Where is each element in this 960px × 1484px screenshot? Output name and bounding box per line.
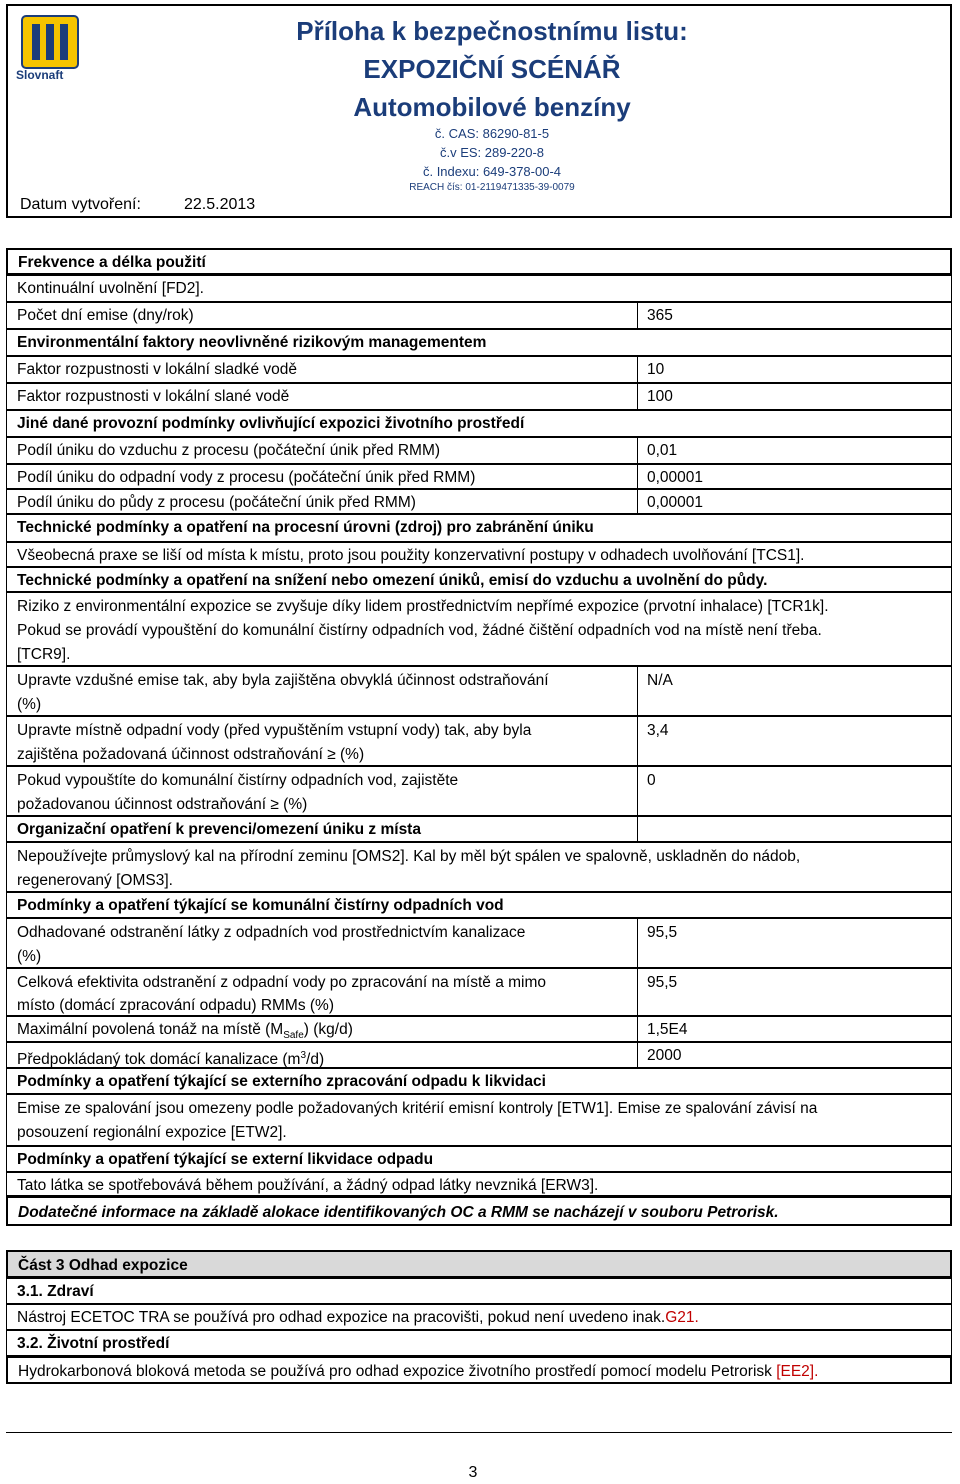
index-number: č. Indexu: 649-378-00-4 — [422, 164, 562, 179]
row-salt-water: Faktor rozpustnosti v lokální slané vodě 100 — [6, 383, 952, 410]
logo-text: Slovnaft — [16, 68, 64, 82]
row-general-practice: Všeobecná praxe se liší od místa k místu, proto jsou použity konzervativní postupy v odhadech uvolňování [TCS1]. — [6, 542, 952, 567]
document-header — [6, 4, 952, 218]
date-label: Datum vytvoření: — [20, 196, 141, 213]
row-soil-release: Podíl úniku do půdy z procesu (počáteční únik před RMM) 0,00001 — [6, 489, 952, 514]
page-number: 3 — [468, 1464, 478, 1481]
section-3-2-text: Hydrokarbonová bloková metoda se používá pro odhad expozice životního prostředí pomocí modelu Petrorisk [EE2]. — [6, 1356, 952, 1384]
section-3-heading: Část 3 Odhad expozice — [6, 1250, 952, 1278]
row-release: Kontinuální uvolnění [FD2]. — [6, 275, 952, 302]
section-3-2-heading: 3.2. Životní prostředí — [6, 1330, 952, 1356]
row-frequency-heading: Frekvence a délka použití — [6, 248, 952, 275]
row-external-disposal-heading: Podmínky a opatření týkající se externí likvidace odpadu — [6, 1146, 952, 1172]
row-wastewater-release: Podíl úniku do odpadní vody z procesu (počáteční únik před RMM) 0,00001 — [6, 464, 952, 489]
section-3-1-text: Nástroj ECETOC TRA se používá pro odhad expozice na pracovišti, pokud není uvedeno inak.G21. — [6, 1304, 952, 1330]
section-3-1-heading: 3.1. Zdraví — [6, 1278, 952, 1304]
row-sewage-flow: Předpokládaný tok domácí kanalizace $(m^3/d)$ 2000 — [6, 1042, 952, 1068]
row-technical-reduction-heading: Technické podmínky a opatření na snížení nebo omezení úniků, emisí do vzduchu a uvolnění do půdy. — [6, 567, 952, 592]
row-incineration: Emise ze spalování jsou omezeny podle požadovaných kritérií emisní kontroly [ETW1]. Emise ze spalování závisí na posouzení regionální expozice [ETW2]. — [6, 1094, 952, 1146]
row-fresh-water: Faktor rozpustnosti v lokální sladké vodě 10 — [6, 356, 952, 383]
row-sludge: Nepoužívejte průmyslový kal na přírodní zeminu [OMS2]. Kal by měl být spálen ve spalovně, uskladněn do nádob, regenerovaný [OMS3]. — [6, 842, 952, 892]
row-max-tonnage: Maximální povolená tonáž na místě $(M_{Safe})$ (kg/d) 1,5E4 — [6, 1016, 952, 1042]
row-municipal-efficiency: Pokud vypouštíte do komunální čistírny odpadních vod, zajistěte požadovanou účinnost odstraňování ≥ (%) 0 — [6, 766, 952, 816]
title-line-1: Příloha k bezpečnostnímu listu: — [296, 16, 688, 46]
row-municipal-heading: Podmínky a opatření týkající se komunální čistírny odpadních vod — [6, 892, 952, 918]
row-technical-source-heading: Technické podmínky a opatření na procesní úrovni (zdroj) pro zabránění úniku — [6, 514, 952, 542]
row-external-treatment-heading: Podmínky a opatření týkající se externího zpracování odpadu k likvidaci — [6, 1068, 952, 1094]
row-other-conditions-heading: Jiné dané provozní podmínky ovlivňující expozici životního prostředí — [6, 410, 952, 437]
row-wastewater-efficiency: Upravte místně odpadní vody (před vypuštěním vstupní vody) tak, aby byla zajištěna požadovaná účinnost odstraňování ≥ (%) 3,4 — [6, 716, 952, 766]
title-line-2: EXPOZIČNÍ SCÉNÁŘ — [363, 54, 621, 84]
row-additional-info: Dodatečné informace na základě alokace identifikovaných OC a RMM se nacházejí v souboru Petrorisk. — [6, 1196, 952, 1226]
row-air-release: Podíl úniku do vzduchu z procesu (počáteční únik před RMM) 0,01 — [6, 437, 952, 464]
row-sewage-removal: Odhadované odstranění látky z odpadních vod prostřednictvím kanalizace (%) 95,5 — [6, 918, 952, 968]
row-air-efficiency: Upravte vzdušné emise tak, aby byla zajištěna obvyklá účinnost odstraňování (%) N/A — [6, 666, 952, 716]
footer-divider — [6, 1432, 952, 1433]
row-organizational-heading: Organizační opatření k prevenci/omezení úniku z místa — [6, 816, 952, 842]
date-value: 22.5.2013 — [184, 196, 256, 213]
row-emission-days: Počet dní emise (dny/rok) 365 — [6, 302, 952, 329]
row-env-factors-heading: Environmentální faktory neovlivněné rizikovým managementem — [6, 329, 952, 356]
product-name: Automobilové benzíny — [353, 92, 631, 122]
row-total-removal: Celková efektivita odstranění z odpadní vody po zpracování na místě a mimo místo (domácí zpracování odpadu) RMMs (%) 95,5 — [6, 968, 952, 1016]
cas-number: č. CAS: 86290-81-5 — [434, 126, 550, 141]
reach-number: REACH čís: 01-2119471335-39-0079 — [409, 182, 575, 193]
row-risk-text: Riziko z environmentální expozice se zvyšuje díky lidem prostřednictvím nepřímé expozice (prvotní inhalace) [TCR1k]. Pokud se provádí vypouštění do komunální čistírny odpadních vod, žádné čištění odpadních vod na místě není třeba. [TCR9]. — [6, 592, 952, 666]
es-number: č.v ES: 289-220-8 — [439, 145, 545, 160]
row-consumption: Tato látka se spotřebovává během používání, a žádný odpad látky nevzniká [ERW3]. — [6, 1172, 952, 1196]
